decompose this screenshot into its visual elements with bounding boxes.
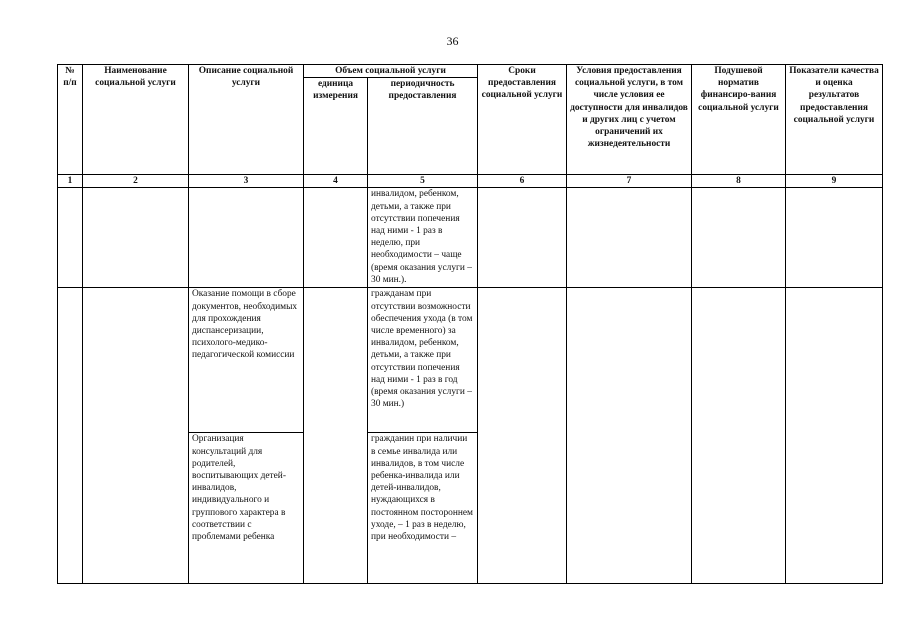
header-periodicity: периодичность предоставления (368, 78, 478, 175)
header-service-name: Наименование социальной услуги (83, 65, 189, 175)
row-periodicity-cell: гражданам при отсутствии возможности обеспечения ухода (в том числе временного) за инвалидом, ребенком, детьми, а также при отсутствии попечения над ними - 1 раз в год (время оказания услуги – 30 мин.) (368, 288, 478, 433)
social-services-table (57, 64, 883, 584)
table-row (58, 288, 883, 433)
row-name-cell (83, 288, 189, 584)
header-quality-indicators: Показатели качества и оценка результатов предоставления социальной услуги (786, 65, 883, 175)
header-conditions: Условия предоставления социальной услуги, в том числе условия ее доступности для инвалидов и других лиц с учетом ограничений их жизнедеятельности (567, 65, 692, 175)
row-terms-cell (478, 188, 567, 288)
row-periodicity-cell: инвалидом, ребенком, детьми, а также при отсутствии попечения над ними - 1 раз в неделю, при необходимости – чаще (время оказания услуги – 30 мин.). (368, 188, 478, 288)
row-unit-cell (304, 188, 368, 288)
row-periodicity-cell: гражданин при наличии в семье инвалида или инвалидов, в том числе ребенка-инвалида или детей-инвалидов, нуждающихся в постоянном постороннем уходе, – 1 раз в неделю, при необходимости – (368, 433, 478, 584)
column-number: 4 (304, 175, 368, 188)
header-unit: единица измерения (304, 78, 368, 175)
row-description-cell (189, 188, 304, 288)
column-number: 8 (692, 175, 786, 188)
header-financing-norm: Подушевой норматив финансиро-вания социальной услуги (692, 65, 786, 175)
column-number: 2 (83, 175, 189, 188)
row-norm-cell (692, 288, 786, 584)
header-service-volume: Объем социальной услуги (304, 65, 478, 78)
row-terms-cell (478, 288, 567, 584)
row-conditions-cell (567, 288, 692, 584)
row-unit-cell (304, 288, 368, 584)
column-number: 7 (567, 175, 692, 188)
row-quality-cell (786, 288, 883, 584)
row-num-cell (58, 188, 83, 288)
row-num-cell (58, 288, 83, 584)
column-number: 9 (786, 175, 883, 188)
header-num: № п/п (58, 65, 83, 175)
row-norm-cell (692, 188, 786, 288)
page-number: 36 (446, 34, 459, 48)
row-name-cell (83, 188, 189, 288)
column-number: 6 (478, 175, 567, 188)
row-description-cell: Организация консультаций для родителей, воспитывающих детей-инвалидов, индивидуального и группового характера в соответствии с проблемами ребенка (189, 433, 304, 584)
header-terms: Сроки предоставления социальной услуги (478, 65, 567, 175)
row-description-cell: Оказание помощи в сборе документов, необходимых для прохождения диспансеризации, психолого-медико-педагогической комиссии (189, 288, 304, 433)
row-quality-cell (786, 188, 883, 288)
column-number: 3 (189, 175, 304, 188)
table-row (58, 188, 883, 288)
column-number: 5 (368, 175, 478, 188)
header-service-description: Описание социальной услуги (189, 65, 304, 175)
column-number: 1 (58, 175, 83, 188)
column-numbers-row (58, 175, 883, 188)
row-conditions-cell (567, 188, 692, 288)
